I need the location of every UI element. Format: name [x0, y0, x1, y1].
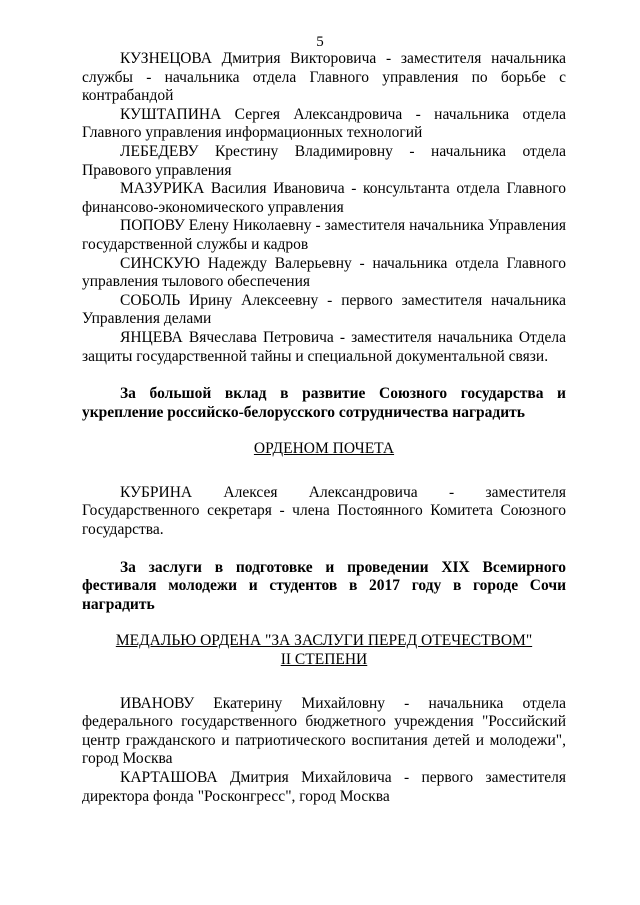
award-entry: ЛЕБЕДЕВУ Крестину Владимировну - начальника отдела Правового управления — [82, 142, 566, 179]
award-entry: СИНСКУЮ Надежду Валерьевну - начальника отдела Главного управления тылового обеспечения — [82, 254, 566, 291]
page-number: 5 — [316, 34, 324, 50]
award-entry: КУЗНЕЦОВА Дмитрия Викторовича - заместителя начальника службы - начальника отдела Главного управления по борьбе с контрабандой — [82, 50, 566, 105]
award-entry: КУШТАПИНА Сергея Александровича - начальника отдела Главного управления информационных технологий — [82, 105, 566, 142]
award-entry: МАЗУРИКА Василия Ивановича - консультанта отдела Главного финансово-экономического управления — [82, 180, 566, 216]
award-title-line1: МЕДАЛЬЮ ОРДЕНА "ЗА ЗАСЛУГИ ПЕРЕД ОТЕЧЕСТВОМ" — [115, 632, 533, 650]
award-title-line2: II СТЕПЕНИ — [280, 651, 368, 669]
document-body — [82, 50, 566, 806]
award-reason-heading: За большой вклад в развитие Союзного государства и укрепление российско-белорусского сотрудничества наградить — [82, 385, 566, 421]
award-entry: ЯНЦЕВА Вячеслава Петровича - заместителя начальника Отдела защиты государственной тайны и специальной документальной связи. — [82, 328, 566, 365]
award-title: ОРДЕНОМ ПОЧЕТА — [253, 440, 395, 458]
award-reason-heading: За заслуги в подготовке и проведении XIX Всемирного фестиваля молодежи и студентов в 2017 году в городе Сочи наградить — [82, 558, 566, 613]
award-entry: КУБРИНА Алексея Александровича - заместителя Государственного секретаря - члена Постоянного Комитета Союзного государства. — [82, 483, 566, 539]
award-entry: КАРТАШОВА Дмитрия Михайловича - первого заместителя директора фонда "Росконгресс", город Москва — [82, 769, 566, 805]
award-entry: СОБОЛЬ Ирину Алексеевну - первого заместителя начальника Управления делами — [82, 291, 566, 328]
award-entry: ИВАНОВУ Екатерину Михайловну - начальника отдела федерального государственного бюджетного учреждения "Российский центр гражданского и патриотического воспитания детей и молодежи", город Москва — [82, 694, 566, 768]
award-entry: ПОПОВУ Елену Николаевну - заместителя начальника Управления государственной службы и кадров — [82, 217, 566, 253]
